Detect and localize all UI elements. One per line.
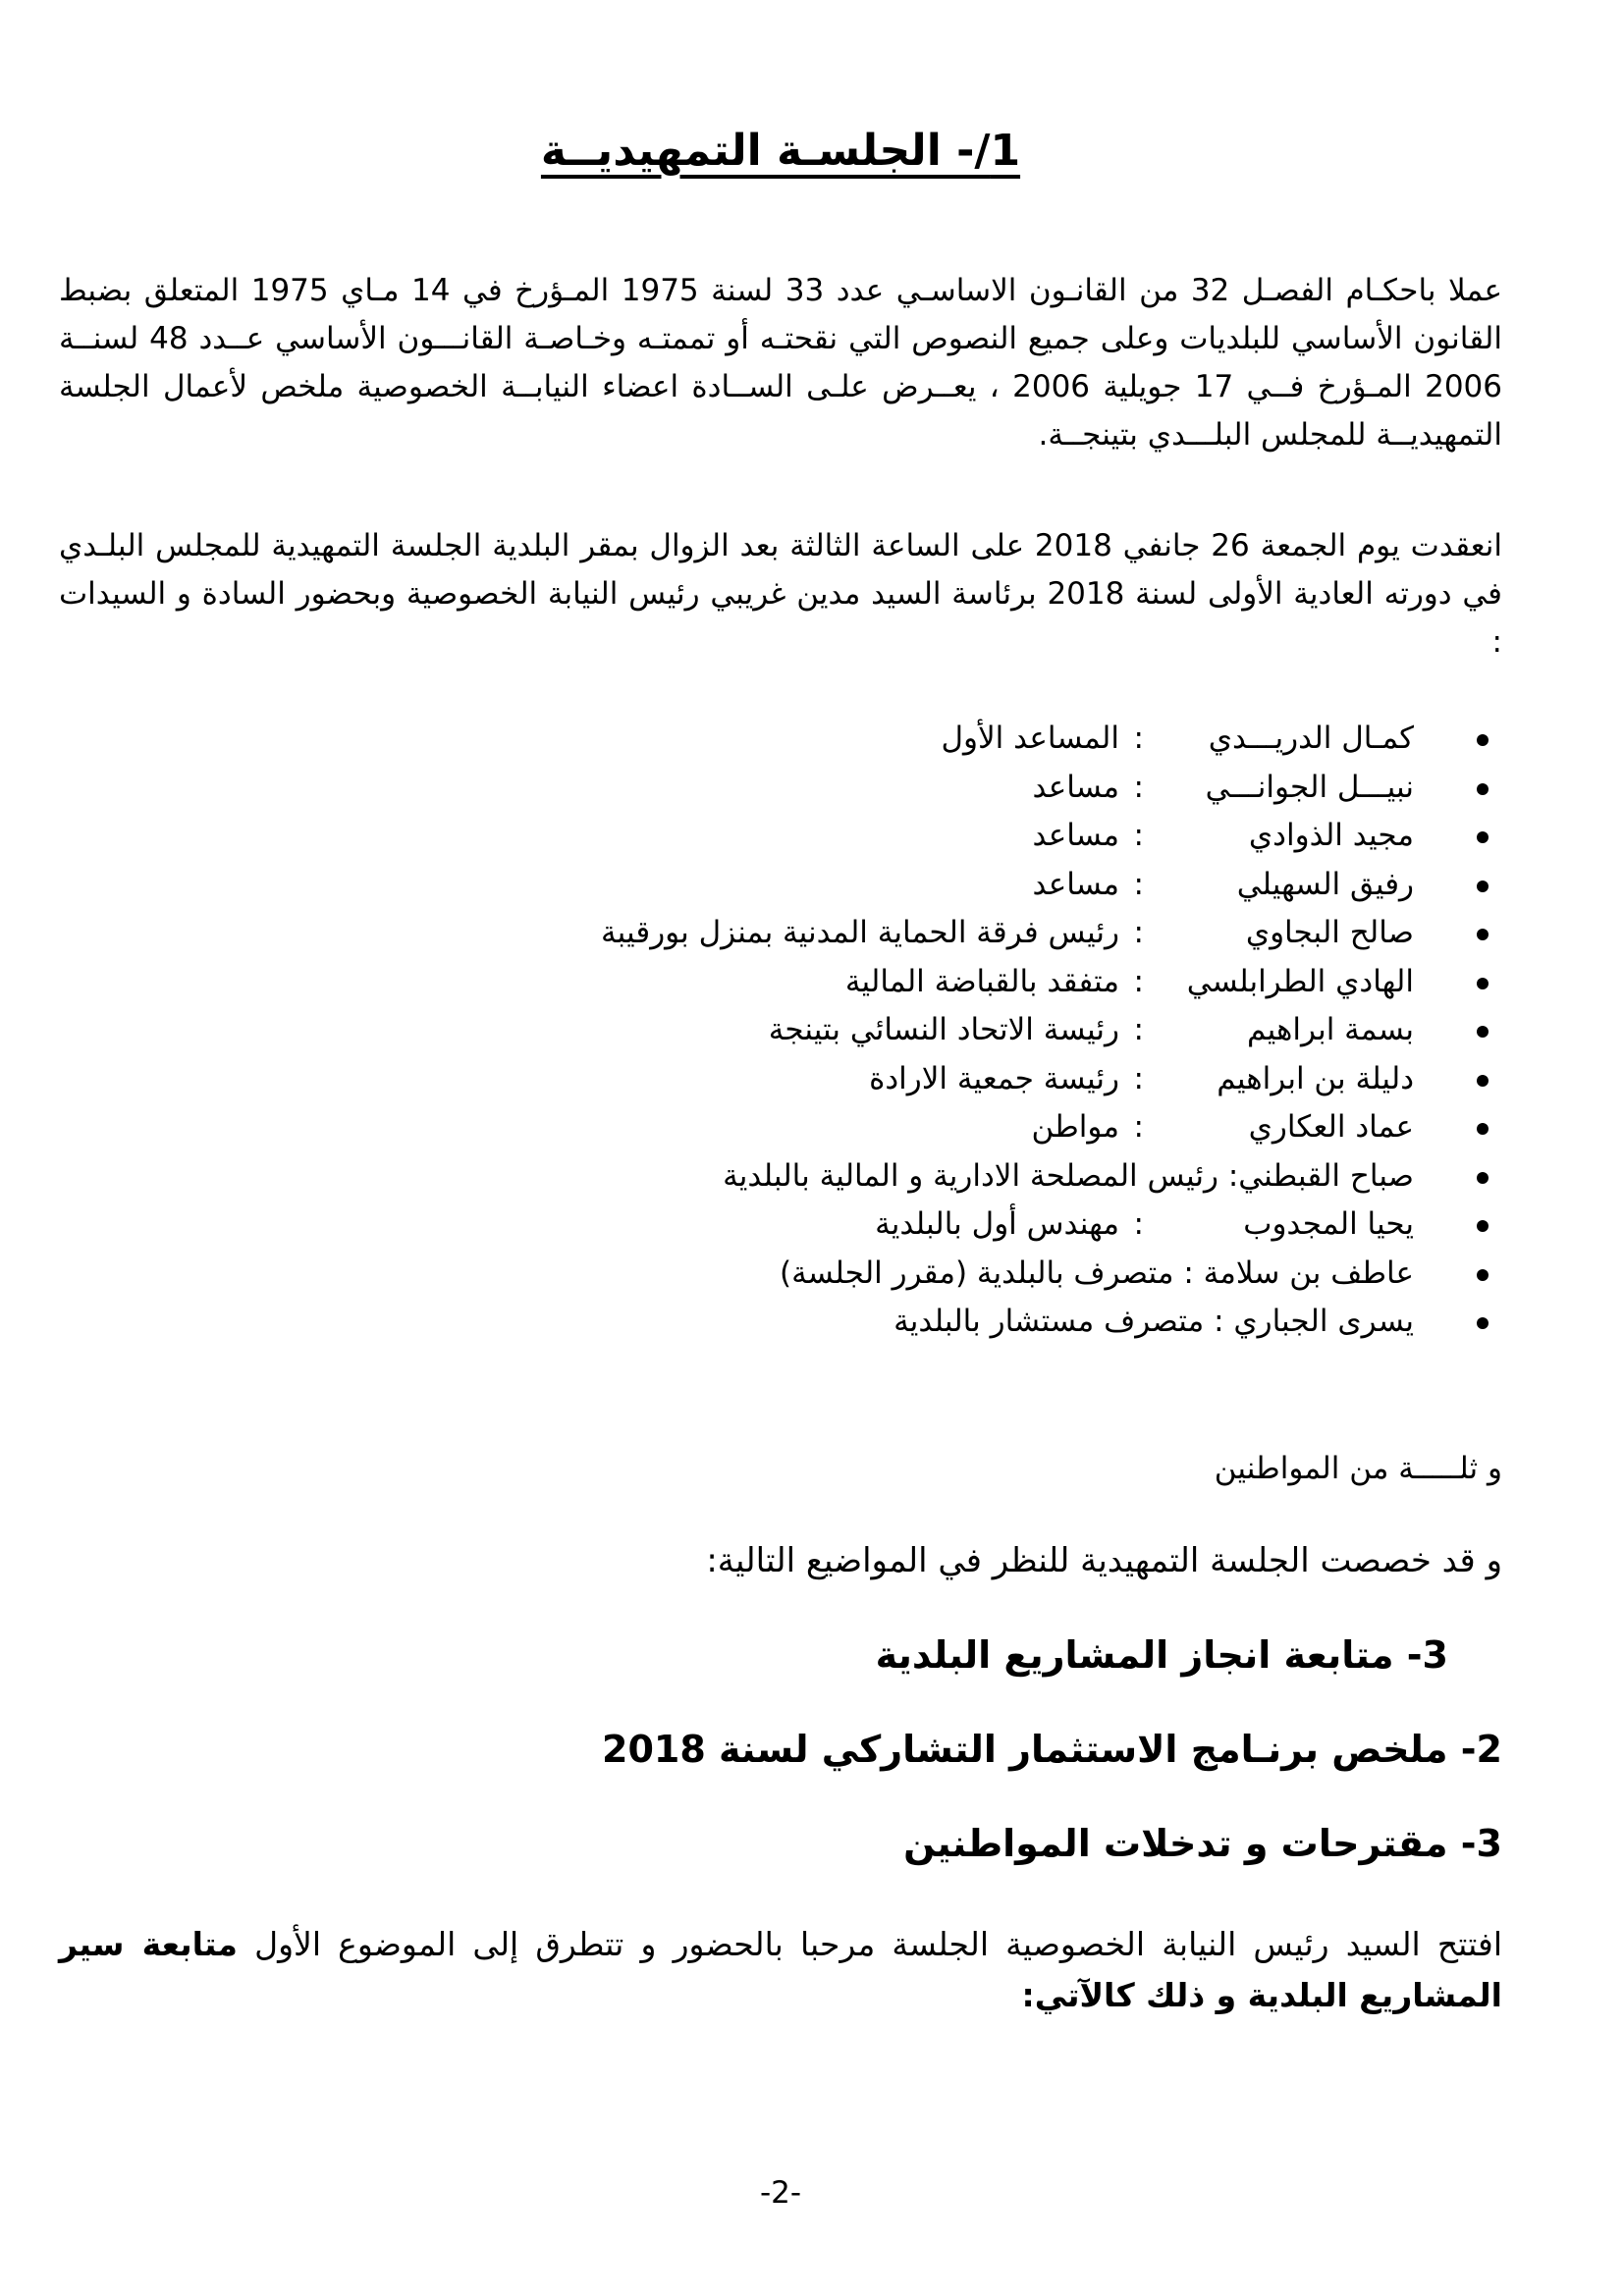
attendee-name: رفيق السهيلي bbox=[1236, 866, 1414, 902]
list-item bbox=[59, 958, 1502, 1007]
attendee-name: يحيا المجدوب bbox=[1243, 1206, 1414, 1242]
list-item bbox=[59, 1006, 1502, 1055]
attendee-name: الهادي الطرابلسي bbox=[1186, 963, 1414, 999]
page-title-text: 1/- الجلسـة التمهيديــة bbox=[540, 126, 1021, 176]
page-title bbox=[59, 126, 1502, 176]
attendee-role: متفقد بالقباضة المالية bbox=[844, 963, 1119, 999]
bullet-icon bbox=[1477, 783, 1489, 795]
list-item bbox=[59, 764, 1502, 813]
list-item bbox=[59, 1298, 1502, 1347]
attendee-entry: يسرى الجباري : متصرف مستشار بالبلدية bbox=[893, 1304, 1414, 1339]
attendee-role: مساعد bbox=[1032, 769, 1119, 805]
list-item bbox=[59, 1250, 1502, 1299]
list-item bbox=[59, 812, 1502, 861]
legal-basis-paragraph: عملا باحكـام الفصـل 32 من القانـون الاساسـي عدد 33 لسنة 1975 المـؤرخ في 14 مـاي 1975 المتعلق بضبط القانون الأساسي للبلديات وعلى جميع النصوص التي نقحتـه أو تممتـه وخـاصـة القانـــون الأساسي عــدد 48 لسنــة 2006 المـؤرخ فــي 17 جويلية 2006 ، يعــرض علـى الســادة اعضاء النيابــة الخصوصية ملخص لأعمال الجلسة التمهيديــة للمجلس البلـــدي بتينجــة. bbox=[59, 273, 1502, 453]
separator: : bbox=[1133, 1060, 1144, 1096]
bullet-icon bbox=[1477, 1026, 1489, 1038]
page-number: -2- bbox=[759, 2175, 802, 2211]
opening-remarks-paragraph bbox=[59, 1919, 1502, 2021]
attendee-name: كمـال الدريـــدي bbox=[1208, 721, 1414, 756]
attendee-role: رئيس فرقة الحماية المدنية بمنزل بورقيبة bbox=[601, 915, 1119, 950]
citizens-note: و ثلـــــة من المواطنين bbox=[1214, 1451, 1502, 1486]
separator: : bbox=[1133, 1012, 1144, 1047]
separator: : bbox=[1133, 915, 1144, 950]
attendee-role: المساعد الأول bbox=[941, 721, 1119, 756]
attendee-role: رئيسة الاتحاد النسائي بتينجة bbox=[768, 1012, 1119, 1047]
attendee-name: نبيـــل الجوانـــي bbox=[1205, 769, 1414, 805]
bullet-icon bbox=[1477, 881, 1489, 892]
list-item bbox=[59, 861, 1502, 910]
session-opening-paragraph: انعقدت يوم الجمعة 26 جانفي 2018 على الساعة الثالثة بعد الزوال بمقر البلدية الجلسة التمهيدية للمجلس البلـدي في دورته العادية الأولى لسنة 2018 برئاسة السيد مدين غريبي رئيس النيابة الخصوصية وبحضور السادة و السيدات : bbox=[59, 528, 1503, 660]
attendee-role: مساعد bbox=[1032, 818, 1119, 853]
separator: : bbox=[1133, 1109, 1144, 1145]
attendee-name: بسمة ابراهيم bbox=[1247, 1012, 1414, 1047]
attendee-role: مواطن bbox=[1031, 1109, 1119, 1145]
opening-remarks-topic: متابعة سير المشاريع البلدية و ذلك كالآتي: bbox=[59, 1925, 1502, 2014]
attendee-name: صالح البجاوي bbox=[1245, 915, 1414, 950]
list-item bbox=[59, 1103, 1502, 1152]
document-page bbox=[59, 0, 1502, 2296]
bullet-icon bbox=[1477, 1075, 1489, 1087]
list-item bbox=[59, 715, 1502, 764]
list-item bbox=[59, 1152, 1502, 1201]
separator: : bbox=[1133, 818, 1144, 853]
separator: : bbox=[1133, 963, 1144, 999]
bullet-icon bbox=[1477, 1172, 1489, 1184]
attendee-role: رئيسة جمعية الارادة bbox=[869, 1060, 1119, 1096]
bullet-icon bbox=[1477, 734, 1489, 746]
agenda-topic-3: 3- مقترحات و تدخلات المواطنين bbox=[903, 1822, 1502, 1865]
separator: : bbox=[1133, 866, 1144, 902]
separator: : bbox=[1133, 1206, 1144, 1242]
separator: : bbox=[1133, 721, 1144, 756]
attendee-role: مساعد bbox=[1032, 866, 1119, 902]
agenda-topic-1: 3- متابعة انجاز المشاريع البلدية bbox=[875, 1633, 1448, 1677]
attendee-name: عماد العكاري bbox=[1248, 1109, 1414, 1145]
attendee-name: دليلة بن ابراهيم bbox=[1217, 1060, 1414, 1096]
separator: : bbox=[1133, 769, 1144, 805]
opening-remarks-text: افتتح السيد رئيس النيابة الخصوصية الجلسة مرحبا بالحضور و تتطرق إلى الموضوع الأول bbox=[237, 1925, 1502, 1963]
attendee-entry: صباح القبطني: رئيس المصلحة الادارية و المالية بالبلدية bbox=[723, 1157, 1414, 1194]
bullet-icon bbox=[1477, 1220, 1489, 1232]
bullet-icon bbox=[1477, 1123, 1489, 1135]
agenda-intro: و قد خصصت الجلسة التمهيدية للنظر في المواضيع التالية: bbox=[706, 1541, 1502, 1580]
attendee-role: مهندس أول بالبلدية bbox=[875, 1206, 1119, 1242]
attendee-list bbox=[59, 715, 1502, 1347]
bullet-icon bbox=[1477, 1269, 1489, 1281]
bullet-icon bbox=[1477, 978, 1489, 989]
list-item bbox=[59, 909, 1502, 958]
agenda-topic-2: 2- ملخص برنـامج الاستثمار التشاركي لسنة 2018 bbox=[602, 1728, 1502, 1771]
bullet-icon bbox=[1477, 831, 1489, 843]
bullet-icon bbox=[1477, 929, 1489, 940]
attendee-entry: عاطف بن سلامة : متصرف بالبلدية (مقرر الجلسة) bbox=[780, 1255, 1414, 1291]
bullet-icon bbox=[1477, 1317, 1489, 1329]
list-item bbox=[59, 1055, 1502, 1104]
list-item bbox=[59, 1201, 1502, 1250]
attendee-name: مجيد الذوادي bbox=[1248, 818, 1414, 853]
